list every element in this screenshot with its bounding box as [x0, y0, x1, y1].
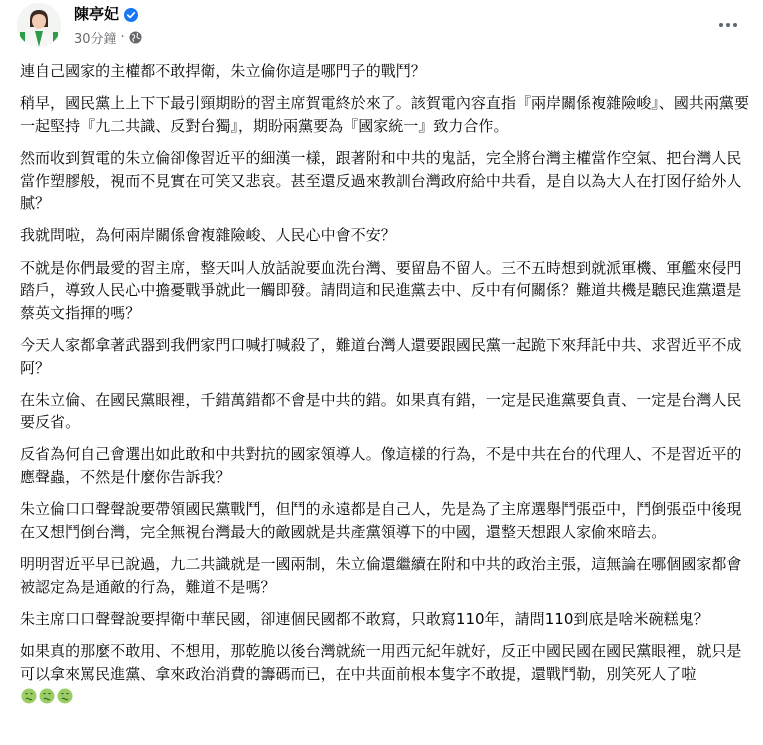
post-timestamp-link[interactable]: 30分鐘 — [74, 31, 117, 47]
more-dot — [719, 23, 723, 27]
post-header — [17, 3, 746, 51]
post-paragraph: 反省為何自己會選出如此敢和中共對抗的國家領導人。像這樣的行為，不是中共在台的代理人、不是習近平的應聲蟲，不然是什麼你告訴我？ — [20, 445, 742, 487]
emoji-row — [21, 688, 75, 704]
post-paragraph: 在朱立倫、在國民黨眼裡，千錯萬錯都不會是中共的錯。如果真有錯，一定是民進黨要負責、一定是台灣人民要反省。 — [20, 390, 742, 432]
verified-badge-icon — [124, 7, 138, 21]
post-paragraph-text: 如果真的那麼不敢用、不想用，那乾脆以後台灣就統一用西元紀年就好，反正中國民國在國民黨眼裡，就只是可以拿來罵民進黨、拿來政治消費的籌碼而已，在中共面前根本隻字不敢提，還戰鬥勒，別笑死人了啦 — [20, 642, 742, 683]
post-paragraph: 朱立倫口口聲聲說要帶領國民黨戰鬥，但鬥的永遠都是自己人，先是為了主席選舉鬥張亞中，鬥倒張亞中後現在又想鬥倒台灣，完全無視台灣最大的敵國就是共產黨領導下的中國，還整天想跟人家偷來暗去。 — [20, 500, 742, 541]
post-paragraph-last — [20, 640, 749, 708]
author-name-link[interactable]: 陳亭妃 — [74, 5, 120, 23]
author-avatar[interactable] — [17, 3, 61, 47]
nauseated-face-icon — [21, 688, 37, 704]
post-paragraph: 然而收到賀電的朱立倫卻像習近平的細漢一樣，跟著附和中共的鬼話，完全將台灣主權當作空氣、把台灣人民當作塑膠般，視而不見實在可笑又悲哀。甚至還反過來教訓台灣政府給中共看，是自以為大人在打囡仔給外人腻？ — [20, 148, 742, 213]
post-paragraph: 連自己國家的主權都不敢捍衛，朱立倫你這是哪門子的戰鬥？ — [20, 62, 426, 80]
post-paragraph: 今天人家都拿著武器到我們家門口喊打喊殺了，難道台灣人還要跟國民黨一起跪下來拜託中共、求習近平不成阿？ — [20, 335, 742, 377]
post-body — [20, 60, 749, 717]
meta-separator: · — [120, 29, 125, 45]
avatar-portrait-icon — [17, 3, 61, 47]
nauseated-face-icon — [57, 688, 73, 704]
post-paragraph: 朱主席口口聲聲說要捍衛中華民國，卻連個民國都不敢寫，只敢寫110年，請問110到底是啥米碗糕鬼？ — [20, 609, 709, 628]
post-paragraph: 明明習近平早已說過，九二共識就是一國兩制，朱立倫還繼續在附和中共的政治主張，這無論在哪個國家都會被認定為是通敵的行為，難道不是嗎？ — [20, 555, 742, 596]
more-dot — [733, 23, 737, 27]
more-dot — [726, 23, 730, 27]
post-paragraph: 稍早，國民黨上上下下最引頸期盼的習主席賀電終於來了。該賀電內容直指『兩岸關係複雜險峻』、國共兩黨要一起堅持『九二共識、反對台獨』，期盼兩黨要為『國家統一』致力合作。 — [20, 94, 749, 135]
post-paragraph: 不就是你們最愛的習主席，整天叫人放話說要血洗台灣、要留島不留人。三不五時想到就派軍機、軍艦來侵門踏戶，導致人民心中擔憂戰爭就此一觸即發。請問這和民進黨去中、反中有何關係？難道共機是聽民進黨還是蔡英文指揮的嗎？ — [20, 258, 742, 322]
post-paragraph: 我就問啦，為何兩岸關係會複雜險峻、人民心中會不安？ — [20, 226, 396, 245]
more-options-button[interactable] — [710, 7, 746, 43]
post-meta — [74, 28, 142, 46]
globe-icon[interactable] — [129, 31, 142, 44]
author-line — [74, 4, 138, 24]
nauseated-face-icon — [39, 688, 55, 704]
